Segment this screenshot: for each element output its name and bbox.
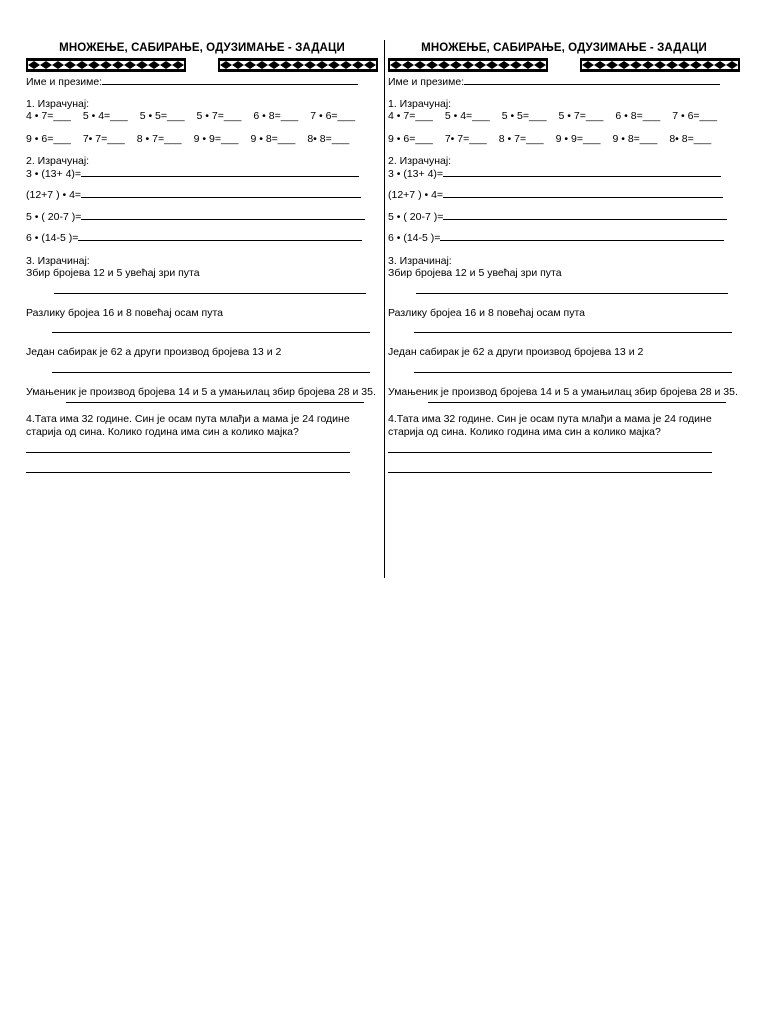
task3	[388, 255, 740, 404]
answer-blank-line[interactable]	[414, 372, 732, 373]
answer-blank-line[interactable]	[416, 293, 728, 294]
task1-row1	[388, 110, 740, 123]
answer-blank-line[interactable]	[414, 332, 732, 333]
task1-row1	[26, 110, 378, 123]
name-blank-line[interactable]	[464, 76, 720, 85]
answer-blank-line[interactable]	[78, 232, 362, 241]
answer-blank-line[interactable]	[26, 472, 350, 473]
task1	[26, 98, 378, 146]
task1-item: 9 • 8=___	[250, 132, 296, 145]
task1-item: 4 • 7=___	[388, 110, 433, 122]
name-blank-line[interactable]	[102, 76, 358, 85]
task3-item: Један сабирак је 62 а други производ бројева 13 и 2	[388, 346, 644, 358]
task4-text: 4.Тата има 32 године. Син је осам пута млађи а мама је 24 године старија од сина. Колико година има син а колико мајка?	[388, 413, 712, 438]
task2-heading: 2. Израчунај:	[26, 155, 90, 167]
task2-expression	[388, 168, 740, 181]
task2	[388, 155, 740, 245]
answer-blank-line[interactable]	[81, 168, 359, 177]
task2-expression	[26, 232, 378, 245]
task3-item: Збир бројева 12 и 5 увећај зри пута	[388, 267, 562, 279]
task2-expression	[388, 232, 740, 245]
answer-blank-line[interactable]	[388, 452, 712, 453]
task3-item: Разлику бројеа 16 и 8 повећај осам пута	[388, 306, 585, 319]
answer-blank-line[interactable]	[81, 189, 361, 198]
task2-expression	[26, 189, 378, 202]
task1-item: 9 • 6=___	[26, 132, 71, 145]
answer-blank-line[interactable]	[52, 372, 370, 373]
answer-blank-line[interactable]	[440, 232, 724, 241]
answer-blank-line[interactable]	[66, 402, 364, 403]
task1-item: 7 • 6=___	[310, 110, 356, 122]
worksheet-title: МНОЖЕЊЕ, САБИРАЊЕ, ОДУЗИМАЊЕ - ЗАДАЦИ	[59, 42, 345, 54]
task1-item: 9 • 8=___	[612, 132, 658, 145]
expression-text: 6 • (14-5 )=	[26, 232, 79, 244]
name-field-row	[26, 76, 378, 89]
task1-item: 9 • 9=___	[193, 132, 239, 145]
task2-expression	[26, 211, 378, 224]
task2-heading: 2. Израчунај:	[388, 155, 452, 167]
answer-blank-line[interactable]	[26, 452, 350, 453]
ornament-border-icon	[580, 58, 740, 72]
expression-text: 6 • (14-5 )=	[388, 232, 441, 244]
task1-item: 5 • 5=___	[501, 110, 547, 122]
answer-blank-line[interactable]	[54, 293, 366, 294]
task1-heading: 1. Израчунај:	[26, 97, 90, 110]
task1-item: 8 • 7=___	[498, 132, 544, 145]
worksheet-copy-right	[388, 40, 740, 473]
expression-text: 5 • ( 20-7 )=	[26, 210, 82, 223]
task1-item: 6 • 8=___	[615, 110, 661, 122]
name-label: Име и презиме:	[388, 76, 465, 88]
task2-expression	[388, 211, 740, 224]
task2	[26, 155, 378, 245]
answer-blank-line[interactable]	[443, 211, 727, 220]
ornament-border-icon	[388, 58, 548, 72]
task1-item: 7• 7=___	[444, 132, 487, 145]
task3-heading: 3. Израчинај:	[26, 254, 90, 267]
task4	[26, 413, 378, 473]
task1-item: 5 • 7=___	[196, 110, 242, 122]
ornament-border-icon	[218, 58, 378, 72]
task3	[26, 255, 378, 404]
task2-expression	[388, 189, 740, 202]
answer-blank-line[interactable]	[81, 211, 365, 220]
task4	[388, 413, 740, 473]
answer-blank-line[interactable]	[428, 402, 726, 403]
expression-text: 3 • (13+ 4)=	[388, 167, 444, 180]
task1-item: 9 • 9=___	[555, 132, 601, 145]
expression-text: (12+7 ) • 4=	[388, 189, 444, 201]
task1-item: 5 • 4=___	[82, 110, 128, 122]
task1-heading: 1. Израчунај:	[388, 97, 452, 110]
expression-text: 5 • ( 20-7 )=	[388, 210, 444, 223]
worksheet-title: МНОЖЕЊЕ, САБИРАЊЕ, ОДУЗИМАЊЕ - ЗАДАЦИ	[421, 42, 707, 54]
ornament-border-icon	[26, 58, 186, 72]
task1-item: 7 • 6=___	[672, 110, 718, 122]
ornament-row	[388, 58, 740, 72]
worksheet-copy-left	[26, 40, 378, 473]
task1-row2	[388, 133, 740, 146]
task4-text: 4.Тата има 32 године. Син је осам пута млађи а мама је 24 године старија од сина. Колико година има син а колико мајка?	[26, 413, 350, 438]
task3-item: Један сабирак је 62 а други производ бројева 13 и 2	[26, 346, 282, 358]
task1-item: 9 • 6=___	[388, 132, 433, 145]
expression-text: 3 • (13+ 4)=	[26, 167, 82, 180]
task1-item: 4 • 7=___	[26, 110, 71, 122]
task1-row2	[26, 133, 378, 146]
task3-item: Умањеник је производ бројева 14 и 5 а умањилац збир бројева 28 и 35.	[26, 385, 376, 398]
task1-item: 5 • 7=___	[558, 110, 604, 122]
name-field-row	[388, 76, 740, 89]
task1-item: 6 • 8=___	[253, 110, 299, 122]
task3-item: Умањеник је производ бројева 14 и 5 а умањилац збир бројева 28 и 35.	[388, 385, 738, 398]
task1-item: 5 • 5=___	[139, 110, 185, 122]
task1-item: 7• 7=___	[82, 132, 125, 145]
task3-item: Збир бројева 12 и 5 увећај зри пута	[26, 267, 200, 279]
column-divider	[384, 40, 385, 578]
expression-text: (12+7 ) • 4=	[26, 189, 82, 201]
name-label: Име и презиме:	[26, 76, 103, 88]
task1-item: 8• 8=___	[307, 132, 350, 145]
task2-expression	[26, 168, 378, 181]
answer-blank-line[interactable]	[388, 472, 712, 473]
task3-heading: 3. Израчинај:	[388, 254, 452, 267]
task1-item: 5 • 4=___	[444, 110, 490, 122]
task1-item: 8 • 7=___	[136, 132, 182, 145]
task1-item: 8• 8=___	[669, 132, 712, 145]
task3-item: Разлику бројеа 16 и 8 повећај осам пута	[26, 306, 223, 319]
answer-blank-line[interactable]	[443, 168, 721, 177]
answer-blank-line[interactable]	[443, 189, 723, 198]
ornament-row	[26, 58, 378, 72]
answer-blank-line[interactable]	[52, 332, 370, 333]
task1	[388, 98, 740, 146]
